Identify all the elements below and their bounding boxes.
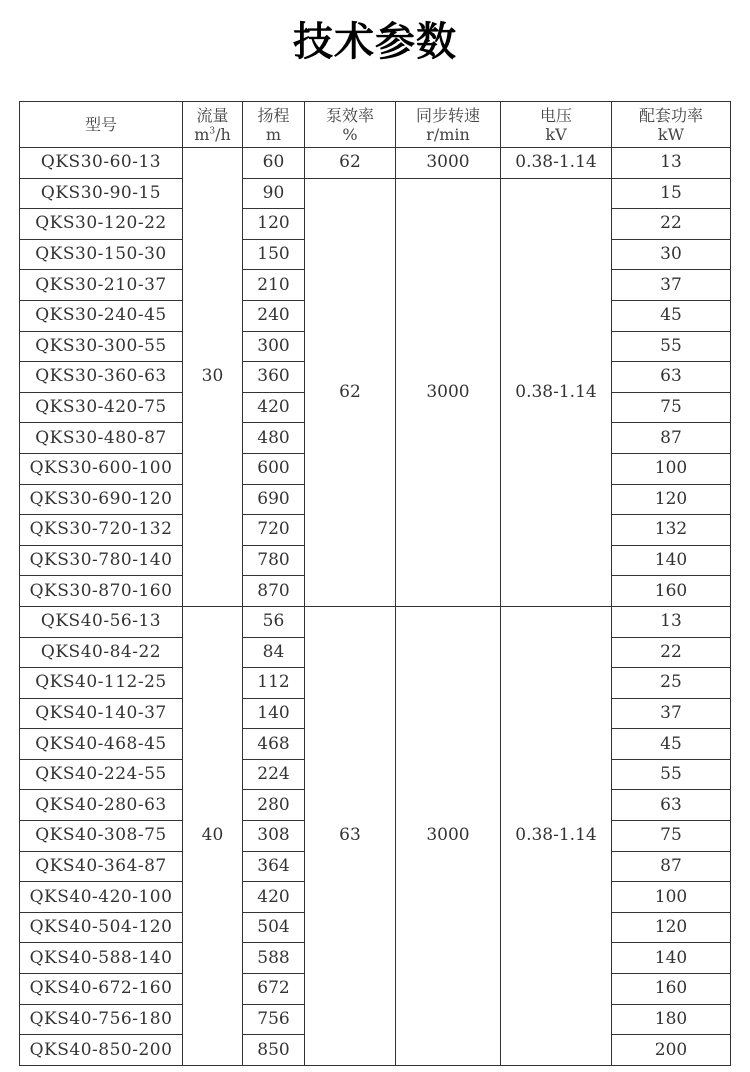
- head-cell: 468: [243, 729, 305, 760]
- head-cell: 600: [243, 453, 305, 484]
- power-cell: 63: [612, 362, 731, 393]
- power-cell: 15: [612, 178, 731, 209]
- model-cell: QKS40-224-55: [20, 759, 183, 790]
- model-cell: QKS30-300-55: [20, 331, 183, 362]
- table-row: [20, 606, 731, 637]
- head-cell: 420: [243, 882, 305, 913]
- head-cell: 210: [243, 270, 305, 301]
- header-voltage: 电压 kV: [501, 102, 612, 148]
- model-cell: QKS40-56-13: [20, 606, 183, 637]
- head-cell: 112: [243, 668, 305, 699]
- page-title: 技术参数: [293, 19, 457, 65]
- head-cell: 300: [243, 331, 305, 362]
- header-head: 扬程 m: [243, 102, 305, 148]
- head-cell: 480: [243, 423, 305, 454]
- model-cell: QKS30-150-30: [20, 239, 183, 270]
- flow-cell: 30: [183, 148, 243, 607]
- header-speed: 同步转速 r/min: [396, 102, 501, 148]
- head-cell: 672: [243, 974, 305, 1005]
- power-cell: 120: [612, 912, 731, 943]
- power-cell: 45: [612, 729, 731, 760]
- head-cell: 756: [243, 1004, 305, 1035]
- voltage-cell: 0.38-1.14: [501, 606, 612, 1065]
- model-cell: QKS40-850-200: [20, 1035, 183, 1066]
- model-cell: QKS30-240-45: [20, 300, 183, 331]
- model-cell: QKS40-364-87: [20, 851, 183, 882]
- power-cell: 160: [612, 576, 731, 607]
- head-cell: 140: [243, 698, 305, 729]
- power-cell: 120: [612, 484, 731, 515]
- power-cell: 132: [612, 515, 731, 546]
- power-cell: 13: [612, 148, 731, 179]
- model-cell: QKS40-420-100: [20, 882, 183, 913]
- power-cell: 100: [612, 882, 731, 913]
- model-cell: QKS30-90-15: [20, 178, 183, 209]
- power-cell: 75: [612, 392, 731, 423]
- model-cell: QKS30-420-75: [20, 392, 183, 423]
- head-cell: 360: [243, 362, 305, 393]
- model-cell: QKS40-308-75: [20, 821, 183, 852]
- header-row: [20, 102, 731, 148]
- power-cell: 160: [612, 974, 731, 1005]
- power-cell: 30: [612, 239, 731, 270]
- model-cell: QKS40-112-25: [20, 668, 183, 699]
- model-cell: QKS40-140-37: [20, 698, 183, 729]
- power-cell: 100: [612, 453, 731, 484]
- model-cell: QKS40-468-45: [20, 729, 183, 760]
- head-cell: 150: [243, 239, 305, 270]
- power-cell: 37: [612, 698, 731, 729]
- model-cell: QKS30-360-63: [20, 362, 183, 393]
- power-cell: 37: [612, 270, 731, 301]
- head-cell: 90: [243, 178, 305, 209]
- model-cell: QKS30-690-120: [20, 484, 183, 515]
- model-cell: QKS40-504-120: [20, 912, 183, 943]
- head-cell: 870: [243, 576, 305, 607]
- head-cell: 240: [243, 300, 305, 331]
- speed-cell: 3000: [396, 178, 501, 606]
- speed-cell: 3000: [396, 606, 501, 1065]
- model-cell: QKS30-870-160: [20, 576, 183, 607]
- power-cell: 87: [612, 851, 731, 882]
- model-cell: QKS40-756-180: [20, 1004, 183, 1035]
- efficiency-cell: 63: [305, 606, 396, 1065]
- power-cell: 180: [612, 1004, 731, 1035]
- power-cell: 55: [612, 759, 731, 790]
- head-cell: 84: [243, 637, 305, 668]
- header-model: 型号: [20, 102, 183, 148]
- header-power: 配套功率 kW: [612, 102, 731, 148]
- head-cell: 850: [243, 1035, 305, 1066]
- model-cell: QKS40-280-63: [20, 790, 183, 821]
- speed-cell: 3000: [396, 148, 501, 179]
- spec-table: [19, 101, 731, 1066]
- power-cell: 45: [612, 300, 731, 331]
- head-cell: 56: [243, 606, 305, 637]
- power-cell: 140: [612, 545, 731, 576]
- header-efficiency: 泵效率 %: [305, 102, 396, 148]
- power-cell: 22: [612, 637, 731, 668]
- head-cell: 224: [243, 759, 305, 790]
- model-cell: QKS30-720-132: [20, 515, 183, 546]
- head-cell: 280: [243, 790, 305, 821]
- voltage-cell: 0.38-1.14: [501, 148, 612, 179]
- model-cell: QKS40-588-140: [20, 943, 183, 974]
- model-cell: QKS30-120-22: [20, 209, 183, 240]
- header-flow: 流量 $m^3/h$: [183, 102, 243, 148]
- head-cell: 364: [243, 851, 305, 882]
- model-cell: QKS40-672-160: [20, 974, 183, 1005]
- model-cell: QKS30-210-37: [20, 270, 183, 301]
- head-cell: 420: [243, 392, 305, 423]
- efficiency-cell: 62: [305, 148, 396, 179]
- head-cell: 720: [243, 515, 305, 546]
- model-cell: QKS30-780-140: [20, 545, 183, 576]
- power-cell: 75: [612, 821, 731, 852]
- head-cell: 690: [243, 484, 305, 515]
- power-cell: 87: [612, 423, 731, 454]
- head-cell: 120: [243, 209, 305, 240]
- head-cell: 504: [243, 912, 305, 943]
- model-cell: QKS40-84-22: [20, 637, 183, 668]
- flow-cell: 40: [183, 606, 243, 1065]
- head-cell: 60: [243, 148, 305, 179]
- head-cell: 308: [243, 821, 305, 852]
- voltage-cell: 0.38-1.14: [501, 178, 612, 606]
- power-cell: 63: [612, 790, 731, 821]
- power-cell: 55: [612, 331, 731, 362]
- head-cell: 588: [243, 943, 305, 974]
- efficiency-cell: 62: [305, 178, 396, 606]
- power-cell: 200: [612, 1035, 731, 1066]
- power-cell: 22: [612, 209, 731, 240]
- model-cell: QKS30-600-100: [20, 453, 183, 484]
- power-cell: 13: [612, 606, 731, 637]
- table-row: [20, 178, 731, 209]
- head-cell: 780: [243, 545, 305, 576]
- model-cell: QKS30-60-13: [20, 148, 183, 179]
- power-cell: 25: [612, 668, 731, 699]
- table-row: [20, 148, 731, 179]
- model-cell: QKS30-480-87: [20, 423, 183, 454]
- power-cell: 140: [612, 943, 731, 974]
